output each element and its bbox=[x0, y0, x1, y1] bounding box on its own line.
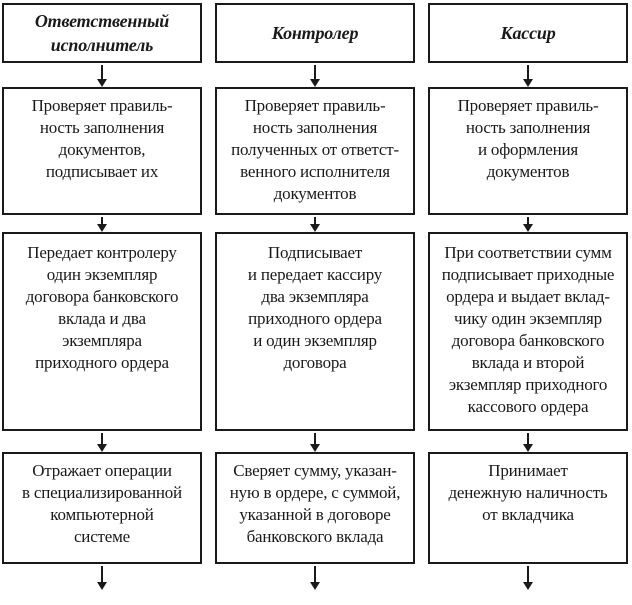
step-box bbox=[2, 452, 202, 564]
column-cashier bbox=[428, 0, 628, 605]
step-box bbox=[428, 87, 628, 215]
column-header: Кассир bbox=[500, 23, 556, 43]
step-box bbox=[215, 87, 415, 215]
step-text: Подписывает и передает кассиру два экземпляра приходного ордера и один экземпляр договора bbox=[247, 243, 383, 372]
step-text: Отражает операции в специализированной компьютерной системе bbox=[22, 461, 182, 546]
step-text: Проверяет правиль- ность заполнения и оформления документов bbox=[457, 96, 599, 181]
header-box bbox=[428, 3, 628, 63]
step-box bbox=[215, 232, 415, 431]
header-box bbox=[215, 3, 415, 63]
down-arrow-icon bbox=[527, 65, 529, 85]
down-arrow-icon bbox=[314, 65, 316, 85]
step-box bbox=[428, 232, 628, 431]
down-arrow-icon bbox=[314, 566, 316, 588]
down-arrow-icon bbox=[101, 433, 103, 450]
step-box bbox=[2, 232, 202, 431]
step-text: Принимает денежную наличность от вкладчика bbox=[448, 461, 608, 524]
step-box bbox=[428, 452, 628, 564]
column-header: Контролер bbox=[271, 23, 359, 43]
down-arrow-icon bbox=[314, 217, 316, 230]
down-arrow-icon bbox=[527, 566, 529, 588]
step-text: При соответствии сумм подписывает приходные ордера и выдает вклад- чику один экземпляр договора банковского вклада и второй экземпляр приходного кассового ордера bbox=[441, 243, 615, 416]
step-box bbox=[2, 87, 202, 215]
step-text: Сверяет сумму, указан- ную в ордере, с суммой, указанной в договоре банковского вклада bbox=[229, 461, 401, 546]
down-arrow-icon bbox=[314, 433, 316, 450]
column-responsible-executor bbox=[2, 0, 202, 605]
step-box bbox=[215, 452, 415, 564]
down-arrow-icon bbox=[527, 433, 529, 450]
column-header: Ответственный исполнитель bbox=[34, 11, 170, 55]
step-text: Проверяет правиль- ность заполнения полученных от ответст- венного исполнителя документов bbox=[231, 96, 399, 203]
step-text: Передает контролеру один экземпляр договора банковского вклада и два экземпляра приходного ордера bbox=[25, 243, 179, 372]
column-controller bbox=[215, 0, 415, 605]
down-arrow-icon bbox=[101, 65, 103, 85]
down-arrow-icon bbox=[527, 217, 529, 230]
down-arrow-icon bbox=[101, 566, 103, 588]
header-box bbox=[2, 3, 202, 63]
step-text: Проверяет правиль- ность заполнения документов, подписывает их bbox=[31, 96, 173, 181]
down-arrow-icon bbox=[101, 217, 103, 230]
